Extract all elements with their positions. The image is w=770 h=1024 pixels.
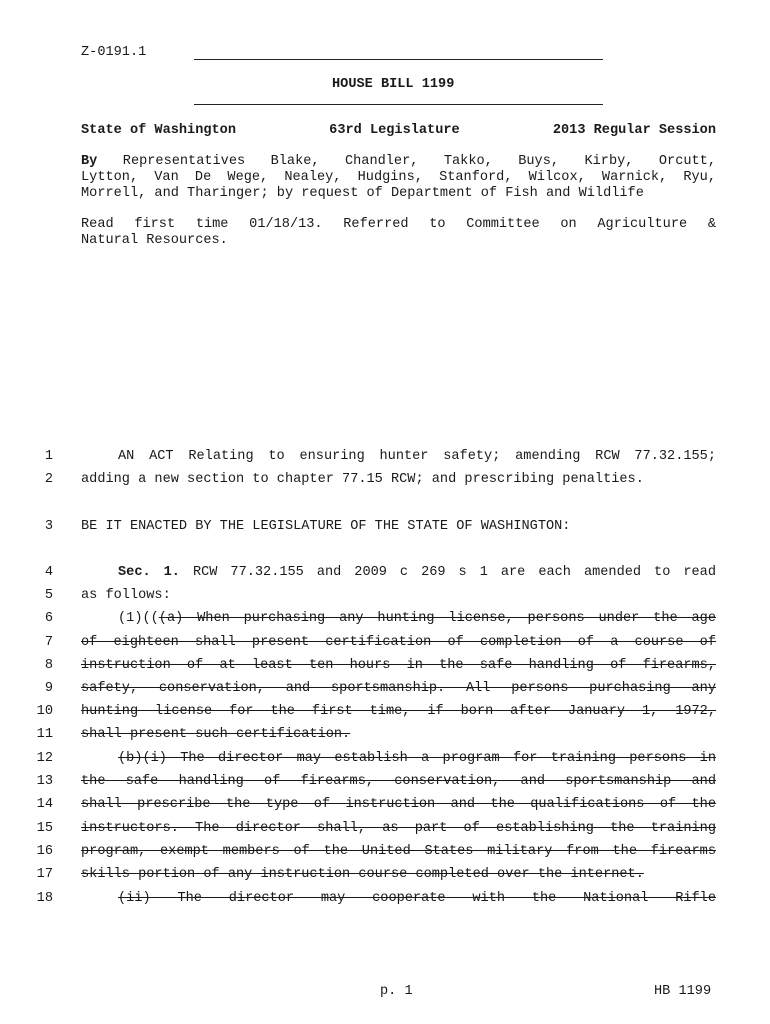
- body-line: AN ACT Relating to ensuring hunter safety; amending RCW 77.32.155;: [118, 449, 716, 464]
- subsection-prefix: (1)((: [118, 611, 159, 626]
- line-number: 6: [44, 611, 53, 626]
- body-line: as follows:: [81, 588, 171, 603]
- deleted-line: (ii) The director may cooperate with the National Rifle: [118, 891, 716, 906]
- line-number: 11: [36, 727, 53, 742]
- line-number: 1: [44, 449, 53, 464]
- deleted-line: hunting license for the first time, if born after January 1, 1972,: [81, 704, 716, 719]
- by-label: By: [81, 154, 98, 169]
- bill-title: HOUSE BILL 1199: [332, 77, 455, 92]
- section-label: Sec. 1.: [118, 565, 180, 580]
- deleted-line: instruction of at least ten hours in the safe handling of firearms,: [81, 658, 716, 673]
- deleted-line: shall prescribe the type of instruction and the qualifications of the: [81, 797, 716, 812]
- enacting-clause: BE IT ENACTED BY THE LEGISLATURE OF THE STATE OF WASHINGTON:: [81, 519, 571, 534]
- line-number: 15: [36, 821, 53, 836]
- line-number: 3: [44, 519, 53, 534]
- session-name: 2013 Regular Session: [552, 123, 716, 138]
- line-number: 10: [36, 704, 53, 719]
- deleted-line: the safe handling of firearms, conservation, and sportsmanship and: [81, 774, 716, 789]
- footer-bill-id: HB 1199: [654, 984, 712, 999]
- section-heading-line: Sec. 1. RCW 77.32.155 and 2009 c 269 s 1 are each amended to read: [118, 565, 716, 580]
- header-rule-top: [194, 59, 603, 60]
- sponsors-line-3: Morrell, and Tharinger; by request of Department of Fish and Wildlife: [81, 186, 644, 201]
- deleted-line: instructors. The director shall, as part of establishing the training: [81, 821, 716, 836]
- line-number: 5: [44, 588, 53, 603]
- sponsors-line-1: By Representatives Blake, Chandler, Takko, Buys, Kirby, Orcutt,: [81, 154, 716, 169]
- line-number: 2: [44, 472, 53, 487]
- deleted-line: program, exempt members of the United States military from the firearms: [81, 844, 716, 859]
- deleted-line: skills portion of any instruction course completed over the internet.: [81, 867, 644, 882]
- line-number: 12: [36, 751, 53, 766]
- line-number: 16: [36, 844, 53, 859]
- deleted-line: safety, conservation, and sportsmanship. All persons purchasing any: [81, 681, 716, 696]
- line-number: 4: [44, 565, 53, 580]
- body-line: adding a new section to chapter 77.15 RCW; and prescribing penalties.: [81, 472, 644, 487]
- session-line: [81, 123, 716, 139]
- referral-line-1: Read first time 01/18/13. Referred to Committee on Agriculture &: [81, 217, 716, 232]
- body-line: [118, 611, 716, 627]
- line-number: 18: [36, 891, 53, 906]
- deleted-text: (a) When purchasing any hunting license, persons under the age: [158, 611, 716, 626]
- line-number: 17: [36, 867, 53, 882]
- sponsors-line-2: Lytton, Van De Wege, Nealey, Hudgins, Stanford, Wilcox, Warnick, Ryu,: [81, 170, 716, 185]
- header-rule-bottom: [194, 104, 603, 105]
- legislature-name: 63rd Legislature: [329, 123, 460, 138]
- document-id: Z-0191.1: [81, 45, 147, 60]
- line-number: 13: [36, 774, 53, 789]
- line-number: 9: [44, 681, 53, 696]
- deleted-line: of eighteen shall present certification of completion of a course of: [81, 635, 716, 650]
- line-number: 7: [44, 635, 53, 650]
- page-number: p. 1: [380, 984, 413, 999]
- deleted-line: (b)(i) The director may establish a program for training persons in: [118, 751, 716, 766]
- line-number: 8: [44, 658, 53, 673]
- deleted-line: shall present such certification.: [81, 727, 351, 742]
- line-number: 14: [36, 797, 53, 812]
- referral-line-2: Natural Resources.: [81, 233, 228, 248]
- state-name: State of Washington: [81, 123, 236, 138]
